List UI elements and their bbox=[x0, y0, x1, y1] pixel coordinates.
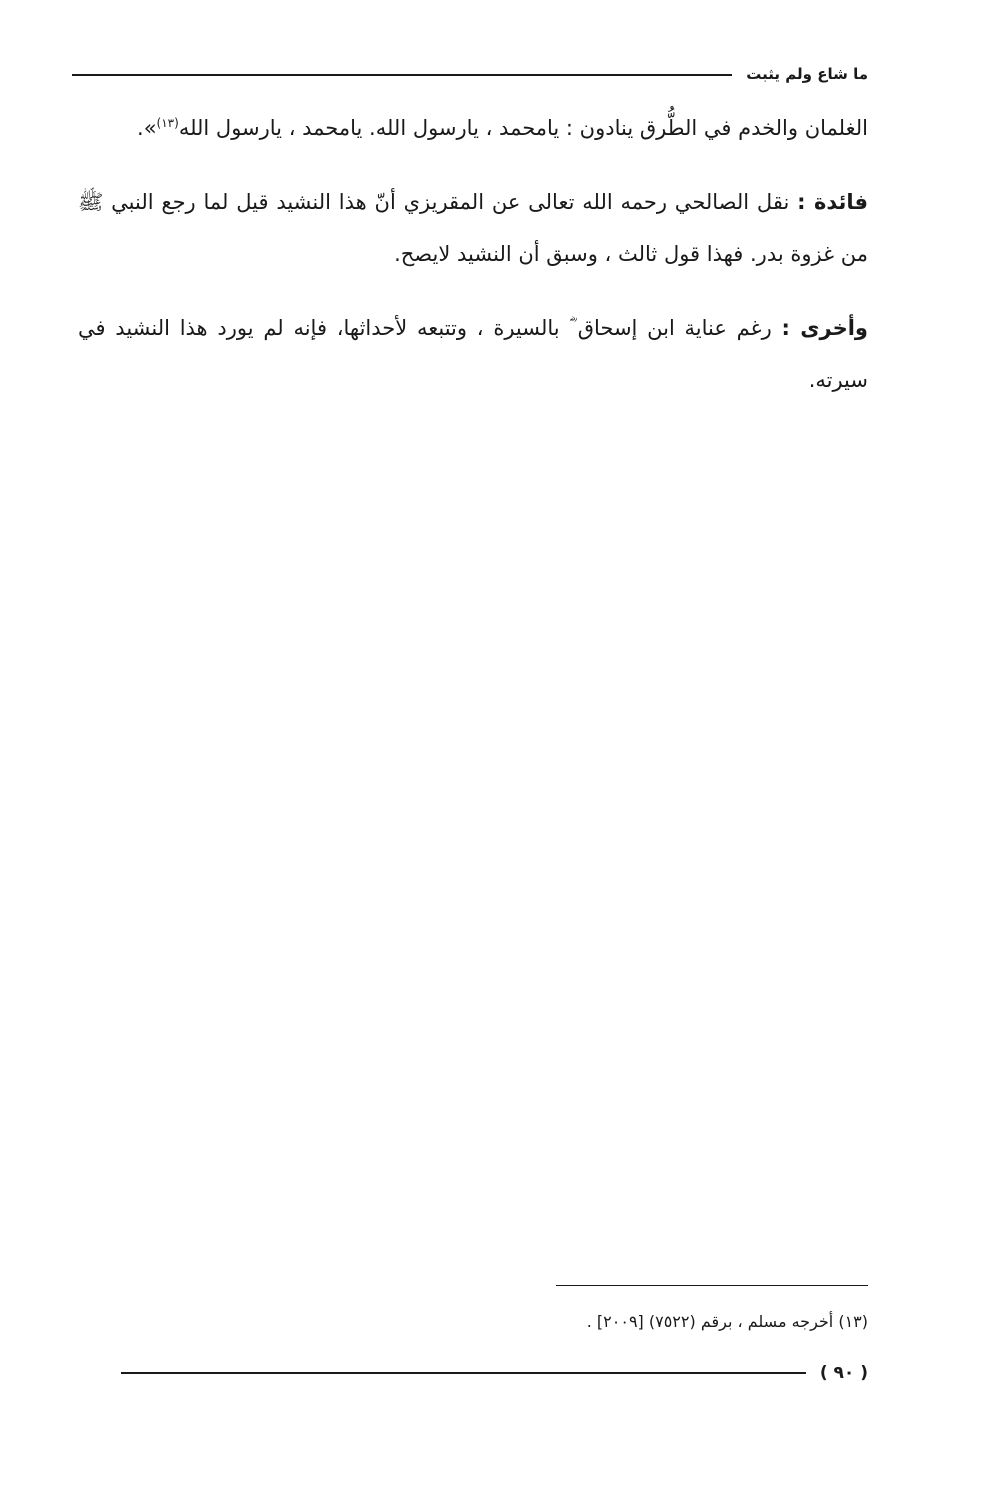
paragraph-2 bbox=[78, 176, 868, 280]
paragraph-3-text: رغم عناية ابن إسحاق ؓ بالسيرة ، وتتبعه لأحداثها، فإنه لم يورد هذا النشيد في سيرته. bbox=[78, 316, 868, 392]
page-footer bbox=[78, 1358, 868, 1388]
footer-rule bbox=[121, 1372, 806, 1374]
paragraph-2-text: نقل الصالحي رحمه الله تعالى عن المقريزي أنّ هذا النشيد قيل لما رجع النبي ﷺ من غزوة بدر. فهذا قول ثالث ، وسبق أن النشيد لايصح. bbox=[78, 190, 868, 266]
running-header-title: ما شاع ولم يثبت bbox=[746, 65, 868, 83]
paragraph-1-end: ». bbox=[137, 116, 157, 140]
main-body bbox=[78, 102, 868, 428]
paragraph-2-label: فائدة : bbox=[797, 190, 868, 214]
paragraph-1-text: الغلمان والخدم في الطُّرق ينادون : يامحمد ، يارسول الله. يامحمد ، يارسول الله bbox=[178, 116, 868, 140]
page-number: ( ٩٠ ) bbox=[819, 1363, 868, 1383]
paragraph-1 bbox=[78, 102, 868, 154]
footnote-ref-13[interactable]: (١٣) bbox=[156, 116, 179, 130]
header-rule bbox=[72, 74, 732, 76]
footnote-rule bbox=[556, 1285, 868, 1286]
footnote-13: (١٣) أخرجه مسلم ، برقم (٧٥٢٢) [٢٠٠٩] . bbox=[586, 1312, 868, 1331]
running-header bbox=[78, 62, 868, 86]
paragraph-3 bbox=[78, 302, 868, 406]
paragraph-3-label: وأخرى : bbox=[781, 316, 868, 340]
